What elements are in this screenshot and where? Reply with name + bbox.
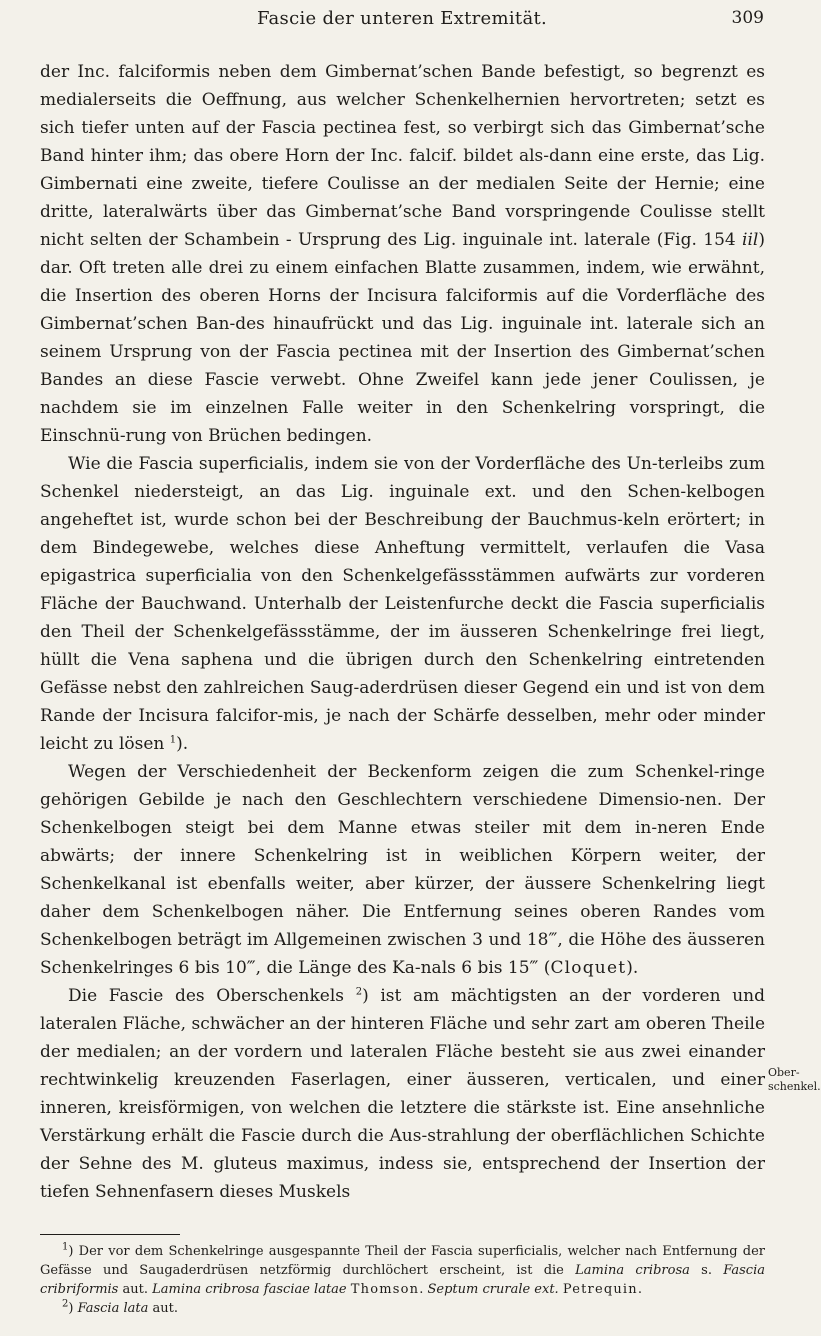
footnotes — [40, 1242, 765, 1318]
text-run: s. — [689, 1263, 724, 1278]
paragraph — [40, 450, 765, 758]
text-run: ). — [176, 734, 189, 754]
text-run: . — [637, 1282, 642, 1297]
running-title: Fascie der unteren Extremität. — [256, 8, 548, 29]
footnote-rule — [40, 1234, 180, 1235]
text-run: Die Fascie des Oberschenkels — [68, 986, 356, 1006]
paragraph — [40, 58, 765, 450]
text-run: aut. — [118, 1282, 153, 1297]
page-header — [40, 8, 764, 34]
page-number: 309 — [731, 8, 764, 28]
text-run: . — [419, 1282, 428, 1297]
spaced-name: Petrequin — [562, 1282, 638, 1297]
text-run: ). — [626, 958, 639, 978]
italic-text: Lamina cribrosa — [575, 1263, 690, 1278]
italic-text: iil — [742, 230, 759, 250]
margin-note: Ober-schenkel. — [768, 1066, 821, 1093]
footnote-marker: 2 — [355, 986, 363, 998]
text-run: ) ist am mächtigsten an der vorderen und lateralen Fläche, schwächer an der hinteren Fläche und sehr zart am oberen Theile der medialen; an der vordern und lateralen Fläche besteht sie aus zwei einander rechtwinkelig kreuzenden Faserlagen, einer äusseren, verticalen, und einer inneren, kreisförmigen, von welchen die letztere die stärkste ist. Eine ansehnliche Verstärkung erhält die Fascie durch die Aus-strahlung der oberflächlichen Schichte der Sehne des M. gluteus maximus, indess sie, entsprechend der Insertion der tiefen Sehnenfasern dieses Muskels — [40, 986, 766, 1202]
footnote — [40, 1299, 765, 1318]
text-run: Wegen der Verschiedenheit der Beckenform zeigen die zum Schenkel-ringe gehörigen Gebilde je nach den Geschlechtern verschiedene Dimensio-nen. Der Schenkelbogen steigt bei dem Manne etwas steiler mit dem in-neren Ende abwärts; der innere Schenkelring ist in weiblichen Körpern weiter, der Schenkelkanal ist ebenfalls weiter, aber kürzer, der äussere Schenkelring liegt daher dem Schenkelbogen näher. Die Entfernung seines oberen Randes vom Schenkelbogen beträgt im Allgemeinen zwischen 3 und 18‴, die Höhe des äusseren Schenkelringes 6 bis 10‴, die Länge des Ka-nals 6 bis 15‴ ( — [40, 762, 765, 978]
italic-text: Septum crurale ext. — [427, 1282, 559, 1297]
text-run: Wie die Fascia superficialis, indem sie von der Vorderfläche des Un-terleibs zum Schenkel niedersteigt, an das Lig. inguinale ext. und den Schen-kelbogen angeheftet ist, wurde schon bei der Beschreibung der Bauchmus-keln erörtert; in dem Bindegewebe, welches diese Anheftung vermittelt, verlaufen die Vasa epigastrica superficialia von den Schenkelgefässstämmen aufwärts zur vorderen Fläche der Bauchwand. Unterhalb der Leistenfurche deckt die Fascia superficialis den Theil der Schenkelgefässstämme, der im äusseren Schenkelringe frei liegt, hüllt die Vena saphena und die übrigen durch den Schenkelring eintretenden Gefässe nebst den zahlreichen Saug-aderdrüsen dieser Gegend ein und ist von dem Rande der Incisura falcifor-mis, je nach der Schärfe desselben, mehr oder minder leicht zu lösen — [40, 454, 765, 754]
text-run: der Inc. falciformis neben dem Gimbernat’schen Bande befestigt, so begrenzt es medialerseits die Oeffnung, aus welcher Schenkelhernien hervortreten; setzt es sich tiefer unten auf der Fascia pectinea fest, so verbirgt sich das Gimbernat’sche Band hinter ihm; das obere Horn der Inc. falcif. bildet als-dann eine erste, das Lig. Gimbernati eine zweite, tiefere Coulisse an der medialen Seite der Hernie; eine dritte, lateralwärts über das Gimbernat’sche Band vorspringende Coulisse stellt nicht selten der Schambein - Ursprung des Lig. inguinale int. laterale (Fig. 154 — [40, 62, 765, 250]
italic-text: Fascia lata — [77, 1301, 149, 1316]
italic-text: Lamina cribrosa fasciae latae — [152, 1282, 347, 1297]
text-run: ) Der vor dem Schenkelringe ausgespannte Theil der Fascia superficialis, welcher nach Entfernung der Gefässe und Saugaderdrüsen netzförmig durchlöchert erscheint, ist die — [40, 1244, 765, 1278]
body-text — [40, 58, 765, 1206]
text-run: ) dar. Oft treten alle drei zu einem einfachen Blatte zusammen, indem, wie erwähnt, die Insertion des oberen Horns der Incisura falciformis auf die Vorderfläche des Gimbernat’schen Ban-des hinaufrückt und das Lig. inguinale int. laterale sich an seinem Ursprung von der Fascia pectinea mit der Insertion des Gimbernat’schen Bandes an diese Fascie verwebt. Ohne Zweifel kann jede jener Coulissen, je nachdem sie im einzelnen Falle weiter in den Schenkelring vorspringt, die Einschnü-rung von Brüchen bedingen. — [40, 230, 765, 446]
spaced-name: Thomson — [350, 1282, 420, 1297]
footnote — [40, 1242, 765, 1299]
footnote-marker: 2 — [62, 1298, 69, 1310]
footnote-marker: 1 — [169, 734, 177, 746]
italic-text: Fascia cribriformis — [40, 1263, 765, 1297]
footnote-marker: 1 — [62, 1241, 69, 1253]
paragraph — [40, 758, 765, 982]
text-run: aut. — [148, 1301, 178, 1316]
paragraph — [40, 982, 765, 1206]
spaced-name: Cloquet — [550, 958, 627, 978]
text-run: ) — [68, 1301, 78, 1316]
